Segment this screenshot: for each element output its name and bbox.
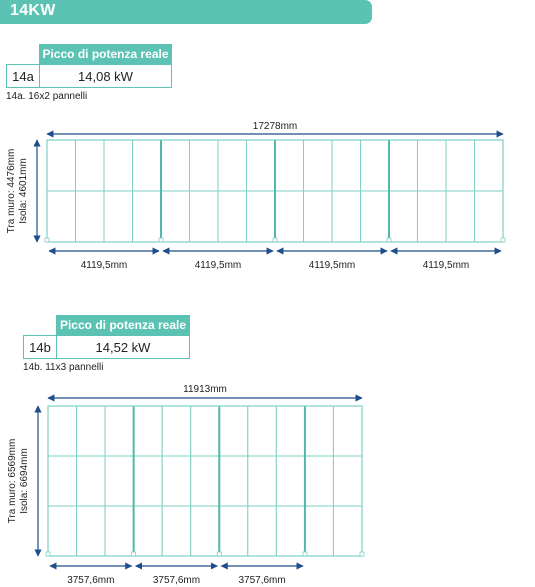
solar-panel — [475, 191, 504, 242]
solar-panel — [162, 456, 191, 506]
solar-panel — [248, 456, 277, 506]
solar-panel — [162, 506, 191, 556]
solar-panel — [218, 140, 247, 191]
solar-panel — [333, 406, 362, 456]
solar-panel — [190, 191, 219, 242]
solar-panel — [191, 506, 220, 556]
solar-panel — [275, 191, 304, 242]
solar-panel — [248, 506, 277, 556]
caption-14a: 14a. 16x2 pannelli — [6, 91, 88, 102]
solar-panel — [276, 506, 305, 556]
solar-panel — [191, 406, 220, 456]
solar-panel — [134, 406, 163, 456]
width-dimension-label: 11913mm — [183, 384, 227, 395]
solar-panel — [76, 191, 105, 242]
solar-panel — [105, 506, 134, 556]
anchor-point — [45, 238, 49, 242]
spec-table-header-14b: Picco di potenza reale — [56, 315, 190, 335]
solar-panel — [418, 140, 447, 191]
segment-dimension-label: 4119,5mm — [194, 260, 242, 271]
solar-panel — [305, 506, 334, 556]
solar-panel — [161, 191, 190, 242]
segment-dimension-label: 4119,5mm — [308, 260, 356, 271]
solar-panel — [333, 456, 362, 506]
solar-panel — [304, 191, 333, 242]
caption-14b: 14b. 11x3 pannelli — [23, 362, 104, 373]
anchor-point — [273, 238, 277, 242]
spec-id-14b: 14b — [23, 335, 57, 359]
solar-panel — [389, 191, 418, 242]
height-label-wall: Tra muro: 4476mm — [6, 148, 17, 234]
solar-panel — [219, 506, 248, 556]
solar-panel — [333, 506, 362, 556]
solar-panel — [305, 456, 334, 506]
solar-panel — [48, 506, 77, 556]
solar-panel — [275, 140, 304, 191]
spec-id-14a: 14a — [6, 64, 40, 88]
solar-panel — [218, 191, 247, 242]
solar-panel — [446, 191, 475, 242]
solar-panel — [47, 140, 76, 191]
solar-panel — [446, 140, 475, 191]
solar-panel — [361, 191, 390, 242]
anchor-point — [46, 552, 50, 556]
height-label-wall: Tra muro: 6569mm — [7, 438, 18, 524]
anchor-point — [501, 238, 505, 242]
solar-panel — [104, 140, 133, 191]
solar-panel — [134, 506, 163, 556]
solar-panel — [475, 140, 504, 191]
solar-panel — [77, 406, 106, 456]
segment-dimension-label: 4119,5mm — [422, 260, 470, 271]
solar-panel — [48, 406, 77, 456]
solar-panel — [389, 140, 418, 191]
solar-panel — [247, 191, 276, 242]
solar-panel — [105, 456, 134, 506]
solar-panel — [191, 456, 220, 506]
solar-panel — [219, 406, 248, 456]
solar-panel — [190, 140, 219, 191]
solar-panel — [161, 140, 190, 191]
anchor-point — [132, 552, 136, 556]
solar-panel — [219, 456, 248, 506]
solar-panel — [104, 191, 133, 242]
spec-power-14a: 14,08 kW — [39, 64, 172, 88]
segment-dimension-label: 4119,5mm — [80, 260, 128, 271]
panel-array-14a — [6, 121, 505, 271]
solar-panel — [134, 456, 163, 506]
solar-panel — [361, 140, 390, 191]
solar-panel — [305, 406, 334, 456]
anchor-point — [159, 238, 163, 242]
spec-power-14b: 14,52 kW — [56, 335, 190, 359]
solar-panel — [48, 456, 77, 506]
solar-panel — [133, 191, 162, 242]
anchor-point — [360, 552, 364, 556]
solar-panel — [76, 140, 105, 191]
solar-panel — [47, 191, 76, 242]
anchor-point — [303, 552, 307, 556]
anchor-point — [217, 552, 221, 556]
solar-panel — [247, 140, 276, 191]
segment-dimension-label: 3757,6mm — [238, 575, 286, 586]
solar-panel — [162, 406, 191, 456]
solar-panel — [133, 140, 162, 191]
solar-panel — [332, 191, 361, 242]
width-dimension-label: 17278mm — [252, 121, 298, 132]
height-label-island: Isola: 4601mm — [18, 158, 29, 224]
solar-panel — [77, 506, 106, 556]
segment-dimension-label: 3757,6mm — [67, 575, 115, 586]
segment-dimension-label: 3757,6mm — [152, 575, 201, 586]
solar-panel — [276, 456, 305, 506]
height-label-island: Isola: 6694mm — [19, 448, 30, 514]
solar-panel — [304, 140, 333, 191]
solar-panel — [77, 456, 106, 506]
solar-panel — [105, 406, 134, 456]
solar-panel — [418, 191, 447, 242]
solar-panel — [248, 406, 277, 456]
solar-panel — [332, 140, 361, 191]
anchor-point — [387, 238, 391, 242]
panel-array-14b — [7, 384, 364, 586]
solar-panel — [276, 406, 305, 456]
spec-table-header-14a: Picco di potenza reale — [39, 44, 172, 64]
page-title: 14KW — [10, 2, 56, 19]
